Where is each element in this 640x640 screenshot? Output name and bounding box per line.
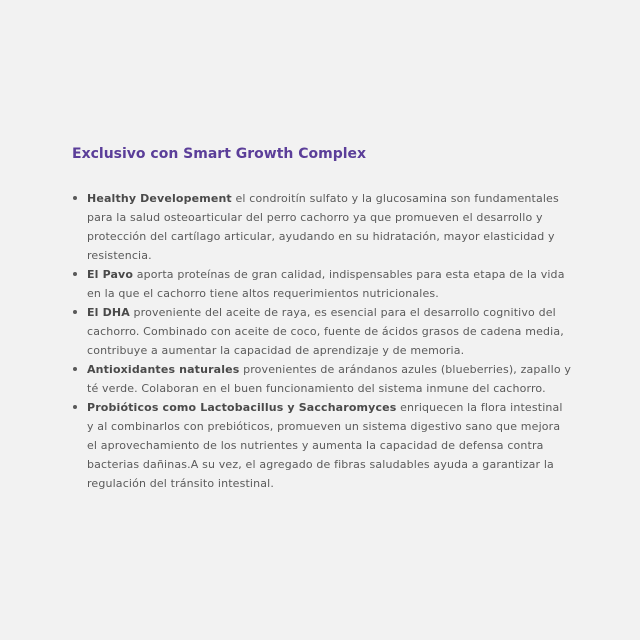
item-description: enriquecen la flora intestinal y al combinarlos con prebióticos, promueven un sistema digestivo sano que mejora el aprovechamiento de los nutrientes y aumenta la capacidad de defensa contra bacterias dañinas.A su vez, el agregado de fibras saludables ayuda a garantizar la regulación del tránsito intestinal. [87,401,563,490]
bullet-icon [73,367,77,371]
bullet-icon [73,405,77,409]
list-item [72,360,572,398]
bullet-icon [73,196,77,200]
product-benefits-section [72,144,572,493]
item-description: proveniente del aceite de raya, es esencial para el desarrollo cognitivo del cachorro. Combinado con aceite de coco, fuente de ácidos grasos de cadena media, contribuye a aumentar la capacidad de aprendizaje y de memoria. [87,306,564,357]
list-item [72,189,572,265]
list-item [72,303,572,360]
item-description: el condroitín sulfato y la glucosamina son fundamentales para la salud osteoarticular del perro cachorro ya que promueven el desarrollo y protección del cartílago articular, ayudando en su hidratación, mayor elasticidad y resistencia. [87,192,559,262]
item-description: aporta proteínas de gran calidad, indispensables para esta etapa de la vida en la que el cachorro tiene altos requerimientos nutricionales. [87,268,565,300]
list-item [72,265,572,303]
item-term: El DHA [87,306,130,319]
list-item [72,398,572,493]
bullet-icon [73,310,77,314]
benefits-list [72,189,572,493]
item-description: provenientes de arándanos azules (blueberries), zapallo y té verde. Colaboran en el buen funcionamiento del sistema inmune del cachorro. [87,363,572,395]
section-heading: Exclusivo con Smart Growth Complex [72,146,367,162]
item-term: Probióticos como Lactobacillus y Saccharomyces [87,401,397,414]
bullet-icon [73,272,77,276]
item-term: Healthy Developement [87,192,232,205]
item-term: Antioxidantes naturales [87,363,240,376]
item-term: El Pavo [87,268,134,281]
